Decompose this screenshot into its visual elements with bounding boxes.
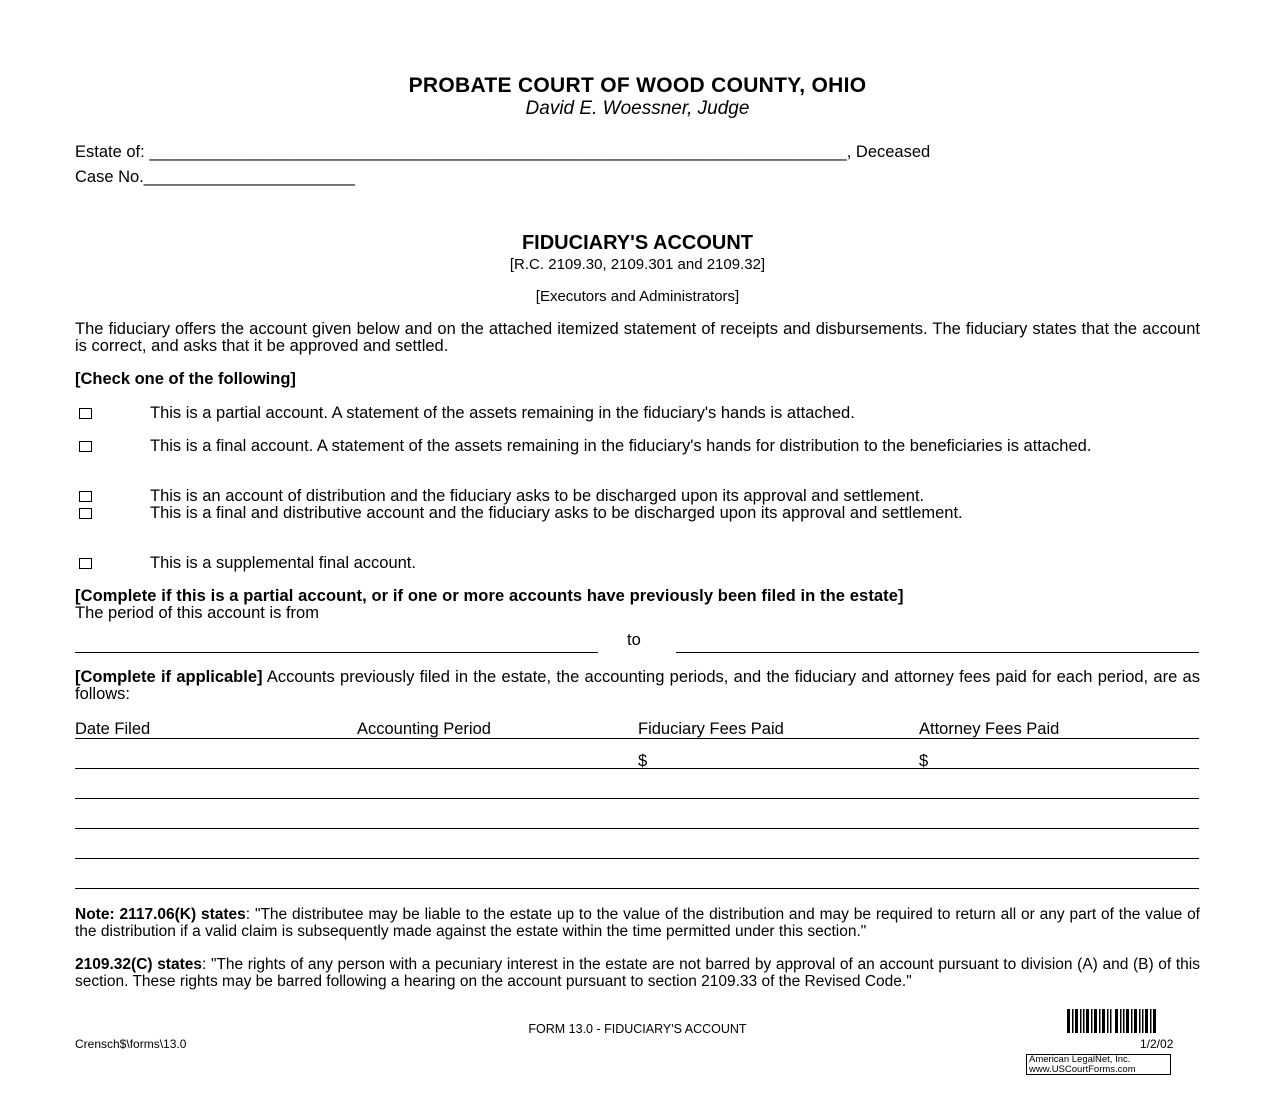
attorney-fee-currency: $ bbox=[919, 752, 929, 770]
note-2117-text: : "The distributee may be liable to the estate up to the value of the distribution and may be required to return all or any part of the value of the distribution if a valid claim is subsequently made against the estate within the time permitted under this section." bbox=[75, 906, 1200, 940]
fiduciary-fee-currency: $ bbox=[638, 752, 648, 770]
option-partial-checkbox[interactable] bbox=[79, 408, 92, 419]
option-final-checkbox[interactable] bbox=[79, 441, 92, 452]
estate-name-field[interactable]: ____________________________________________________________________________ bbox=[149, 143, 847, 161]
vendor-url[interactable]: www.USCourtForms.com bbox=[1029, 1064, 1136, 1075]
option-final-distributive-checkbox[interactable] bbox=[79, 508, 92, 519]
check-heading: [Check one of the following] bbox=[75, 370, 296, 388]
applicable-paragraph bbox=[75, 669, 1200, 703]
option-partial-text: This is a partial account. A statement of the assets remaining in the fiduciary's hands is attached. bbox=[150, 404, 855, 422]
case-number-field[interactable]: _______________________ bbox=[143, 168, 355, 186]
table-row[interactable] bbox=[75, 858, 1199, 859]
period-from-field[interactable] bbox=[75, 652, 598, 653]
table-row[interactable] bbox=[75, 768, 1199, 769]
option-supplemental-text: This is a supplemental final account. bbox=[150, 554, 416, 572]
footer-path: Crensch$\forms\13.0 bbox=[75, 1037, 187, 1051]
applicable-heading: [Complete if applicable] bbox=[75, 668, 263, 686]
note-2109-label: 2109.32(C) states bbox=[75, 956, 202, 973]
barcode-image bbox=[1067, 1009, 1157, 1033]
option-supplemental-checkbox[interactable] bbox=[79, 558, 92, 569]
estate-label: Estate of: bbox=[75, 143, 145, 161]
estate-line bbox=[75, 143, 930, 162]
form-subtitle: [Executors and Administrators] bbox=[535, 288, 740, 305]
table-row[interactable] bbox=[75, 798, 1199, 799]
period-heading: [Complete if this is a partial account, or if one or more accounts have previously been filed in the estate] bbox=[75, 587, 904, 605]
option-distribution-text: This is an account of distribution and the fiduciary asks to be discharged upon its approval and settlement. bbox=[150, 487, 925, 505]
option-final-text: This is a final account. A statement of the assets remaining in the fiduciary's hands for distribution to the beneficiaries is attached. bbox=[150, 437, 1092, 455]
case-label: Case No. bbox=[75, 168, 144, 186]
vendor-name: American LegalNet, Inc. bbox=[1029, 1054, 1131, 1065]
vendor-stamp bbox=[1026, 1054, 1171, 1075]
table-header-rule bbox=[75, 738, 1199, 739]
footer-form-label: FORM 13.0 - FIDUCIARY'S ACCOUNT bbox=[528, 1022, 747, 1036]
col-fiduciary-fees: Fiduciary Fees Paid bbox=[638, 720, 784, 738]
footer-date: 1/2/02 bbox=[1140, 1037, 1174, 1051]
court-title: PROBATE COURT OF WOOD COUNTY, OHIO bbox=[408, 74, 867, 97]
note-2109 bbox=[75, 957, 1200, 990]
period-to-field[interactable] bbox=[676, 652, 1199, 653]
statute-reference: [R.C. 2109.30, 2109.301 and 2109.32] bbox=[509, 256, 766, 273]
intro-paragraph: The fiduciary offers the account given below and on the attached itemized statement of receipts and disbursements. The fiduciary states that the account is correct, and asks that it be approved and settled. bbox=[75, 320, 1200, 355]
deceased-label: , Deceased bbox=[846, 143, 931, 161]
form-title: FIDUCIARY'S ACCOUNT bbox=[521, 232, 754, 254]
judge-name: David E. Woessner, Judge bbox=[525, 98, 750, 119]
col-attorney-fees: Attorney Fees Paid bbox=[919, 720, 1060, 738]
period-text: The period of this account is from bbox=[75, 604, 319, 622]
option-final-distributive-text: This is a final and distributive account and the fiduciary asks to be discharged upon its approval and settlement. bbox=[150, 504, 963, 522]
note-2117 bbox=[75, 907, 1200, 940]
col-date-filed: Date Filed bbox=[75, 720, 151, 738]
table-row[interactable] bbox=[75, 828, 1199, 829]
col-accounting-period: Accounting Period bbox=[357, 720, 491, 738]
period-to-label: to bbox=[627, 631, 641, 649]
case-line bbox=[75, 168, 355, 187]
note-2109-text: : "The rights of any person with a pecuniary interest in the estate are not barred by approval of an account pursuant to division (A) and (B) of this section. These rights may be barred following a hearing on the account pursuant to section 2109.33 of the Revised Code." bbox=[75, 956, 1200, 990]
note-2117-label: Note: 2117.06(K) states bbox=[75, 906, 246, 923]
table-row[interactable] bbox=[75, 888, 1199, 889]
option-distribution-checkbox[interactable] bbox=[79, 491, 92, 502]
applicable-text: Accounts previously filed in the estate, the accounting periods, and the fiduciary and attorney fees paid for each period, are as follows: bbox=[75, 668, 1200, 703]
